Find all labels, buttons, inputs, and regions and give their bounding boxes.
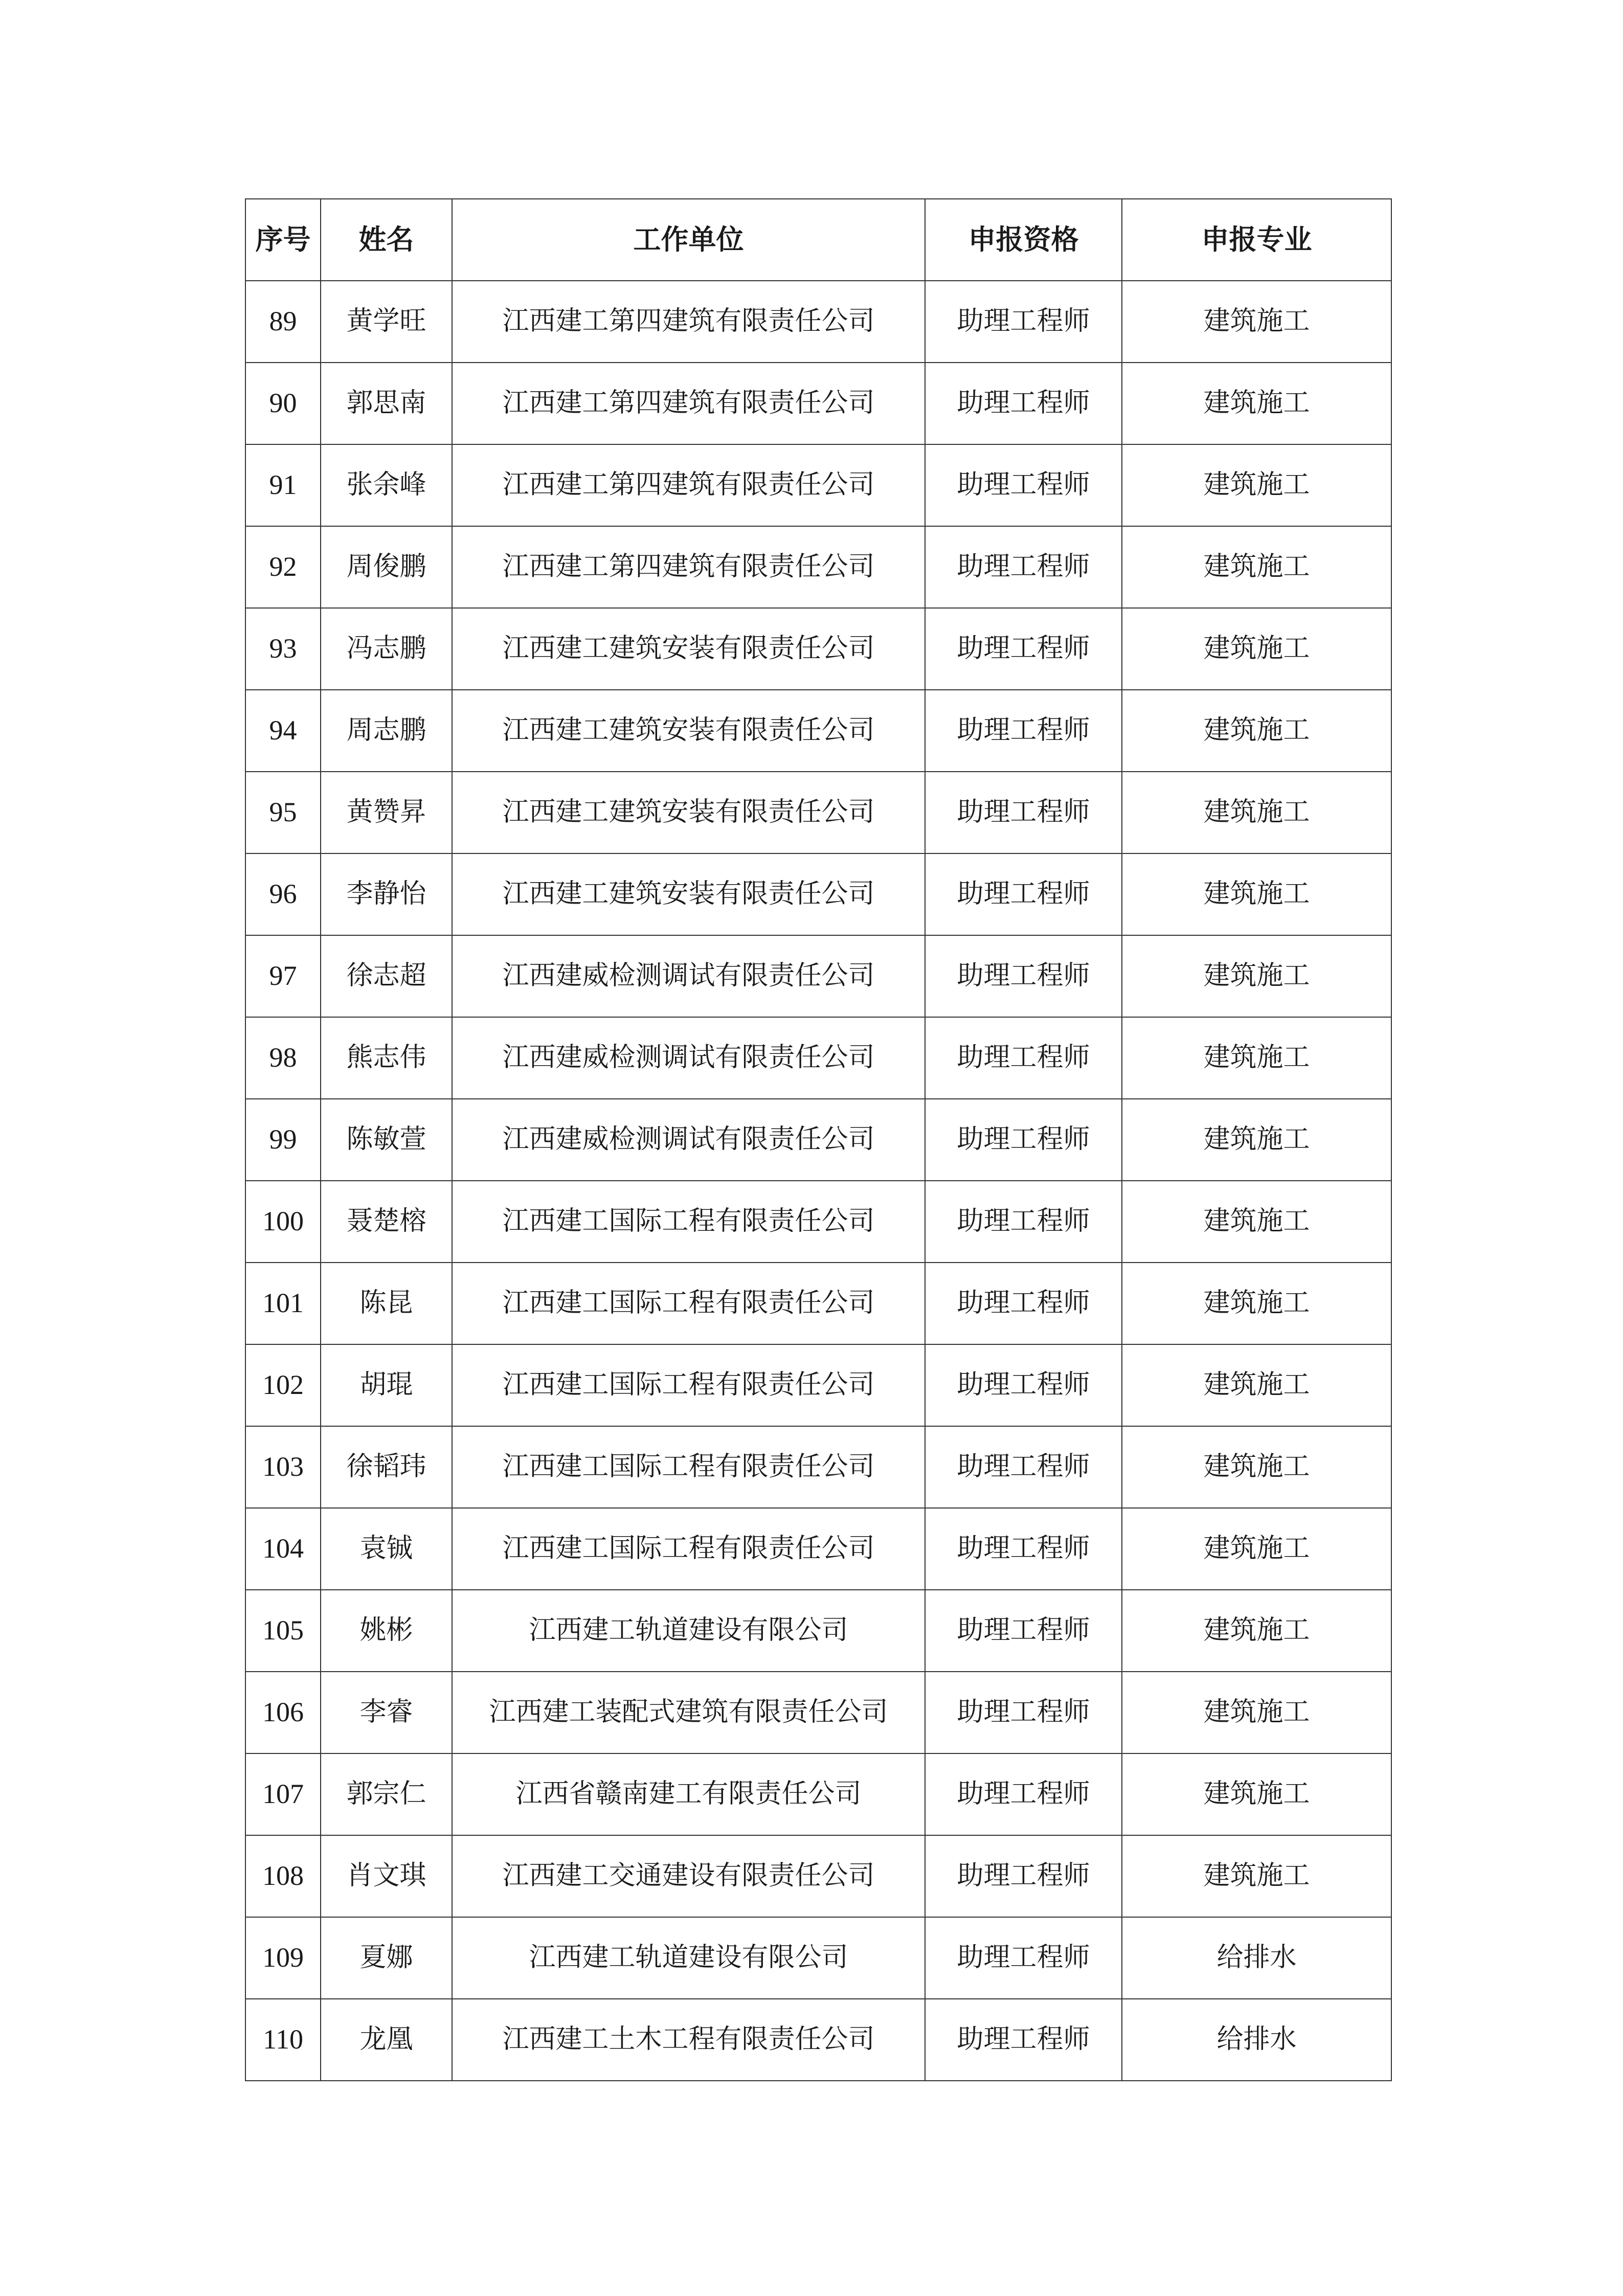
table-row xyxy=(245,526,1391,608)
cell-qualification: 助理工程师 xyxy=(925,363,1122,444)
cell-name: 黄赞昇 xyxy=(321,772,452,853)
cell-unit: 江西建工轨道建设有限公司 xyxy=(452,1917,925,1999)
cell-specialty: 建筑施工 xyxy=(1122,1590,1391,1672)
cell-seq: 98 xyxy=(245,1017,321,1099)
cell-seq: 93 xyxy=(245,608,321,690)
cell-qualification: 助理工程师 xyxy=(925,690,1122,772)
table-body xyxy=(245,281,1391,2081)
table-row xyxy=(245,1672,1391,1753)
cell-name: 徐韬玮 xyxy=(321,1426,452,1508)
cell-seq: 94 xyxy=(245,690,321,772)
cell-qualification: 助理工程师 xyxy=(925,1753,1122,1835)
cell-seq: 97 xyxy=(245,935,321,1017)
table-row xyxy=(245,1508,1391,1590)
cell-specialty: 建筑施工 xyxy=(1122,1753,1391,1835)
cell-unit: 江西建工建筑安装有限责任公司 xyxy=(452,853,925,935)
cell-seq: 105 xyxy=(245,1590,321,1672)
cell-specialty: 建筑施工 xyxy=(1122,1508,1391,1590)
table-row xyxy=(245,608,1391,690)
cell-name: 李静怡 xyxy=(321,853,452,935)
cell-unit: 江西建工建筑安装有限责任公司 xyxy=(452,608,925,690)
cell-qualification: 助理工程师 xyxy=(925,608,1122,690)
cell-name: 张余峰 xyxy=(321,444,452,526)
cell-seq: 95 xyxy=(245,772,321,853)
cell-qualification: 助理工程师 xyxy=(925,1999,1122,2081)
cell-name: 陈敏萱 xyxy=(321,1099,452,1181)
cell-qualification: 助理工程师 xyxy=(925,1835,1122,1917)
cell-name: 郭思南 xyxy=(321,363,452,444)
table-row xyxy=(245,690,1391,772)
cell-qualification: 助理工程师 xyxy=(925,1917,1122,1999)
table-row xyxy=(245,1263,1391,1344)
cell-specialty: 建筑施工 xyxy=(1122,935,1391,1017)
cell-name: 龙凰 xyxy=(321,1999,452,2081)
cell-specialty: 建筑施工 xyxy=(1122,1017,1391,1099)
cell-seq: 90 xyxy=(245,363,321,444)
cell-qualification: 助理工程师 xyxy=(925,526,1122,608)
table-row xyxy=(245,853,1391,935)
cell-specialty: 建筑施工 xyxy=(1122,1263,1391,1344)
cell-qualification: 助理工程师 xyxy=(925,1508,1122,1590)
cell-unit: 江西建工第四建筑有限责任公司 xyxy=(452,526,925,608)
cell-unit: 江西建工土木工程有限责任公司 xyxy=(452,1999,925,2081)
cell-seq: 107 xyxy=(245,1753,321,1835)
cell-qualification: 助理工程师 xyxy=(925,444,1122,526)
cell-qualification: 助理工程师 xyxy=(925,772,1122,853)
table-row xyxy=(245,1426,1391,1508)
header-unit: 工作单位 xyxy=(452,199,925,281)
table-row xyxy=(245,1753,1391,1835)
cell-qualification: 助理工程师 xyxy=(925,853,1122,935)
header-seq: 序号 xyxy=(245,199,321,281)
cell-name: 郭宗仁 xyxy=(321,1753,452,1835)
cell-specialty: 建筑施工 xyxy=(1122,1672,1391,1753)
cell-unit: 江西建威检测调试有限责任公司 xyxy=(452,1017,925,1099)
cell-unit: 江西建工国际工程有限责任公司 xyxy=(452,1263,925,1344)
cell-unit: 江西建工国际工程有限责任公司 xyxy=(452,1181,925,1263)
cell-seq: 108 xyxy=(245,1835,321,1917)
table-row xyxy=(245,1917,1391,1999)
cell-seq: 106 xyxy=(245,1672,321,1753)
cell-unit: 江西建威检测调试有限责任公司 xyxy=(452,935,925,1017)
cell-name: 冯志鹏 xyxy=(321,608,452,690)
cell-qualification: 助理工程师 xyxy=(925,1672,1122,1753)
cell-seq: 92 xyxy=(245,526,321,608)
table-row xyxy=(245,772,1391,853)
cell-qualification: 助理工程师 xyxy=(925,1181,1122,1263)
cell-unit: 江西建工第四建筑有限责任公司 xyxy=(452,444,925,526)
table-row xyxy=(245,935,1391,1017)
roster-table xyxy=(245,198,1392,2081)
cell-name: 李睿 xyxy=(321,1672,452,1753)
table-row xyxy=(245,1017,1391,1099)
cell-unit: 江西建工国际工程有限责任公司 xyxy=(452,1508,925,1590)
cell-specialty: 给排水 xyxy=(1122,1999,1391,2081)
cell-unit: 江西建工国际工程有限责任公司 xyxy=(452,1344,925,1426)
table-row xyxy=(245,1099,1391,1181)
cell-specialty: 建筑施工 xyxy=(1122,1344,1391,1426)
cell-unit: 江西建工装配式建筑有限责任公司 xyxy=(452,1672,925,1753)
cell-qualification: 助理工程师 xyxy=(925,1590,1122,1672)
cell-specialty: 建筑施工 xyxy=(1122,444,1391,526)
cell-seq: 110 xyxy=(245,1999,321,2081)
cell-name: 夏娜 xyxy=(321,1917,452,1999)
table-row xyxy=(245,1590,1391,1672)
cell-seq: 109 xyxy=(245,1917,321,1999)
table-row xyxy=(245,1999,1391,2081)
cell-unit: 江西建工建筑安装有限责任公司 xyxy=(452,772,925,853)
cell-specialty: 建筑施工 xyxy=(1122,1099,1391,1181)
header-specialty: 申报专业 xyxy=(1122,199,1391,281)
table-row xyxy=(245,1835,1391,1917)
cell-name: 袁铖 xyxy=(321,1508,452,1590)
table-row xyxy=(245,363,1391,444)
cell-specialty: 建筑施工 xyxy=(1122,1835,1391,1917)
cell-seq: 89 xyxy=(245,281,321,363)
cell-name: 聂楚榕 xyxy=(321,1181,452,1263)
cell-specialty: 建筑施工 xyxy=(1122,1426,1391,1508)
cell-specialty: 建筑施工 xyxy=(1122,281,1391,363)
cell-unit: 江西建工交通建设有限责任公司 xyxy=(452,1835,925,1917)
cell-name: 肖文琪 xyxy=(321,1835,452,1917)
cell-name: 周志鹏 xyxy=(321,690,452,772)
cell-qualification: 助理工程师 xyxy=(925,1344,1122,1426)
cell-unit: 江西建工建筑安装有限责任公司 xyxy=(452,690,925,772)
cell-name: 徐志超 xyxy=(321,935,452,1017)
cell-name: 胡琨 xyxy=(321,1344,452,1426)
table-row xyxy=(245,1344,1391,1426)
cell-specialty: 建筑施工 xyxy=(1122,608,1391,690)
header-name: 姓名 xyxy=(321,199,452,281)
cell-unit: 江西建工轨道建设有限公司 xyxy=(452,1590,925,1672)
cell-name: 周俊鹏 xyxy=(321,526,452,608)
cell-name: 黄学旺 xyxy=(321,281,452,363)
cell-seq: 103 xyxy=(245,1426,321,1508)
header-qualification: 申报资格 xyxy=(925,199,1122,281)
table-row xyxy=(245,1181,1391,1263)
cell-seq: 99 xyxy=(245,1099,321,1181)
cell-specialty: 建筑施工 xyxy=(1122,526,1391,608)
cell-qualification: 助理工程师 xyxy=(925,1099,1122,1181)
cell-seq: 104 xyxy=(245,1508,321,1590)
cell-name: 姚彬 xyxy=(321,1590,452,1672)
cell-specialty: 给排水 xyxy=(1122,1917,1391,1999)
table-row xyxy=(245,444,1391,526)
cell-unit: 江西建工第四建筑有限责任公司 xyxy=(452,281,925,363)
cell-qualification: 助理工程师 xyxy=(925,935,1122,1017)
cell-qualification: 助理工程师 xyxy=(925,1263,1122,1344)
cell-seq: 100 xyxy=(245,1181,321,1263)
cell-specialty: 建筑施工 xyxy=(1122,690,1391,772)
cell-specialty: 建筑施工 xyxy=(1122,853,1391,935)
cell-seq: 101 xyxy=(245,1263,321,1344)
cell-unit: 江西建威检测调试有限责任公司 xyxy=(452,1099,925,1181)
cell-name: 熊志伟 xyxy=(321,1017,452,1099)
cell-seq: 96 xyxy=(245,853,321,935)
cell-qualification: 助理工程师 xyxy=(925,1017,1122,1099)
cell-unit: 江西建工国际工程有限责任公司 xyxy=(452,1426,925,1508)
cell-specialty: 建筑施工 xyxy=(1122,772,1391,853)
table-row xyxy=(245,281,1391,363)
cell-unit: 江西省赣南建工有限责任公司 xyxy=(452,1753,925,1835)
cell-seq: 91 xyxy=(245,444,321,526)
cell-specialty: 建筑施工 xyxy=(1122,1181,1391,1263)
cell-qualification: 助理工程师 xyxy=(925,281,1122,363)
cell-qualification: 助理工程师 xyxy=(925,1426,1122,1508)
cell-seq: 102 xyxy=(245,1344,321,1426)
table-header-row xyxy=(245,199,1391,281)
cell-unit: 江西建工第四建筑有限责任公司 xyxy=(452,363,925,444)
cell-name: 陈昆 xyxy=(321,1263,452,1344)
cell-specialty: 建筑施工 xyxy=(1122,363,1391,444)
